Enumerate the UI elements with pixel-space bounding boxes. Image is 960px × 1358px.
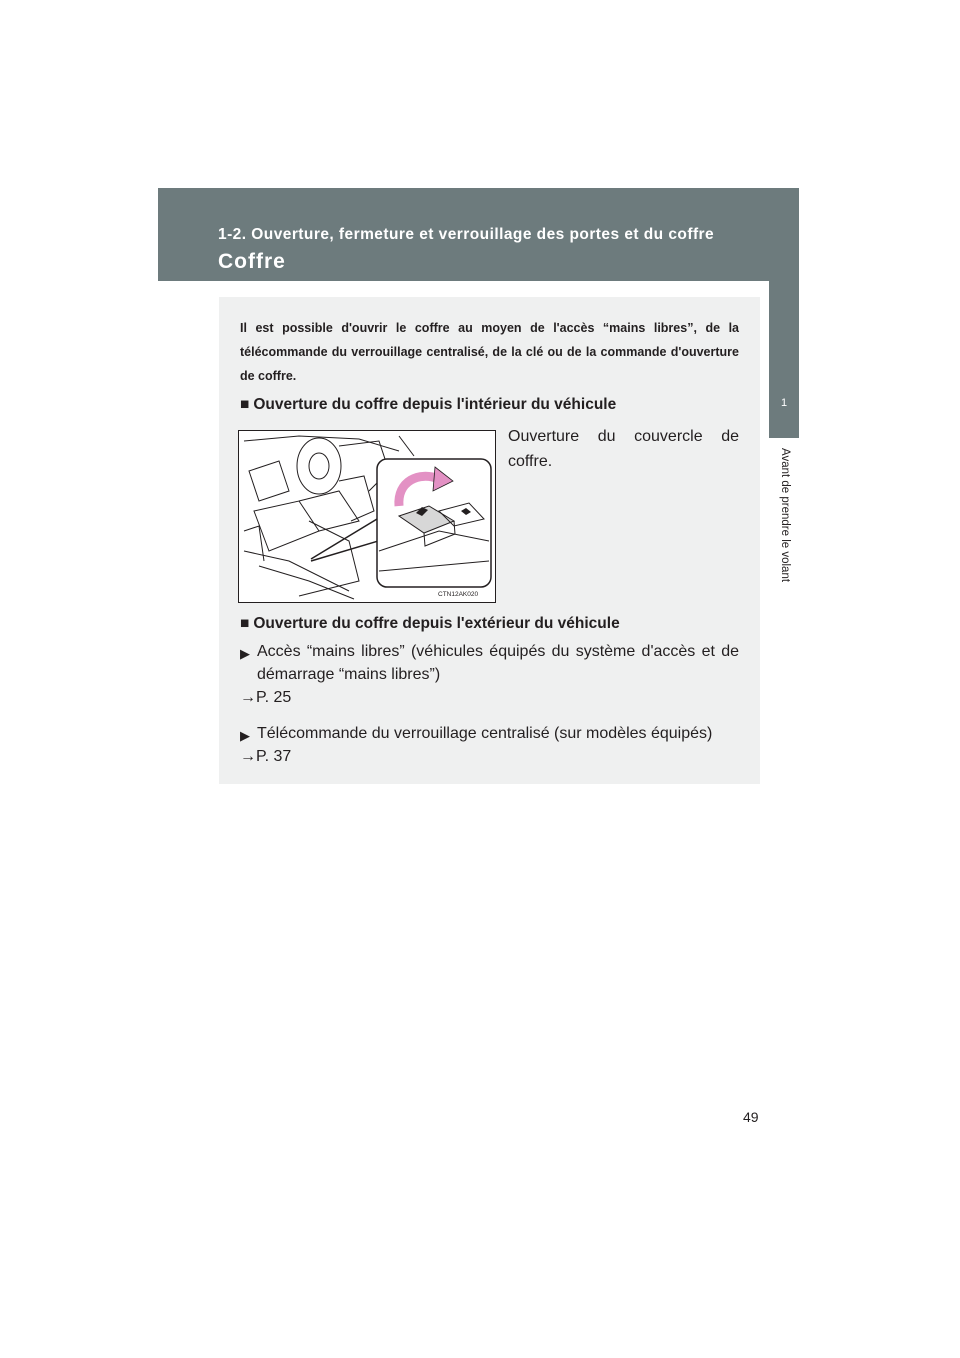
triangle-bullet-icon: ▶ <box>240 646 250 661</box>
chapter-number: 1 <box>780 397 788 409</box>
list-item-text: Accès “mains libres” (véhicules équipés du système d'accès et de démarrage “mains libres”) <box>257 643 739 683</box>
heading-outside <box>240 615 620 633</box>
page-reference[interactable] <box>240 689 291 707</box>
section-title: 1-2. Ouverture, fermeture et verrouillage des portes et du coffre <box>218 226 715 243</box>
inside-description: Ouverture du couvercle de coffre. <box>508 428 739 470</box>
car-interior-drawing <box>239 431 495 602</box>
page-reference[interactable] <box>240 748 291 766</box>
page-reference-text: P. 37 <box>256 748 292 765</box>
list-item-text: Télécommande du verrouillage centralisé (sur modèles équipés) <box>257 725 713 742</box>
page-title: Coffre <box>218 250 286 273</box>
side-tab-bar <box>769 188 799 368</box>
page-number: 49 <box>743 1109 759 1125</box>
chapter-label: Avant de prendre le volant <box>779 448 791 583</box>
list-item <box>240 640 739 686</box>
square-bullet-icon: ■ <box>240 615 250 632</box>
trunk-opener-illustration <box>238 430 496 603</box>
intro-paragraph: Il est possible d'ouvrir le coffre au moyen de l'accès “mains libres”, de la télécommande du verrouillage centralisé, de la clé ou de la commande d'ouverture de coffre. <box>240 321 739 383</box>
heading-inside <box>240 396 616 414</box>
heading-outside-text: Ouverture du coffre depuis l'extérieur du véhicule <box>253 615 620 632</box>
list-item <box>240 722 739 747</box>
figure-code: CTN12AK020 <box>438 591 479 598</box>
chapter-tab[interactable] <box>769 368 799 438</box>
triangle-bullet-icon: ▶ <box>240 728 250 743</box>
page-reference-text: P. 25 <box>256 689 292 706</box>
square-bullet-icon: ■ <box>240 396 250 413</box>
arrow-right-icon: → <box>240 689 256 706</box>
heading-inside-text: Ouverture du coffre depuis l'intérieur du véhicule <box>253 396 617 413</box>
arrow-right-icon: → <box>240 748 256 765</box>
